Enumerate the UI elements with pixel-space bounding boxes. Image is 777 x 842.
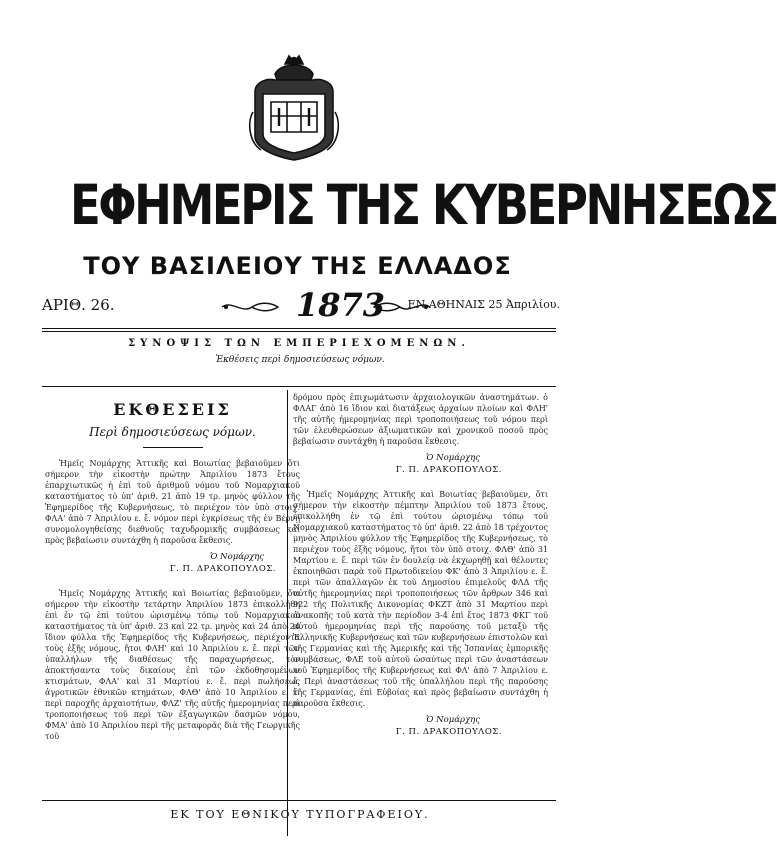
synopsis-item: Ἐκθέσεις περὶ δημοσιεύσεως νόμων. [215, 355, 385, 365]
issue-row [42, 286, 560, 324]
printer-imprint: ΕΚ ΤΟΥ ΕΘΝΙΚΟΥ ΤΥΠΟΓΡΑΦΕΙΟΥ. [170, 808, 430, 821]
report-paragraph: Ἡμεῖς Νομάρχης Ἀττικῆς καὶ Βοιωτίας βεβαιοῦμεν, ὅτι σήμερον τὴν εἰκοστὴν τετάρτην Ἀπριλίου 1873 ἐπικολλήθη ἐπὶ ἐν τῷ ἐπὶ τούτου ὡρισμένῳ τόπῳ τοῦ Νομαρχιακοῦ καταστήματος τὰ ὑπ' ἀριθ. 23 καὶ 22 τρ. μηνὸς καὶ 24 ἀπὸ 24 ἴδιον φύλλα τῆς Ἐφημερίδος τῆς Κυβερνήσεως, περιέχοντα τοὺς ἑξῆς νόμους, ἤτοι ΦΛΗ' καὶ 10 Ἀπριλίου ε. ἔ. περὶ τῶν ὑπαλλήλων τῆς διαθέσεως τῆς παραχωρήσεως, τὸν ἀποκτήσαντα τοὺς δικαίους ἐπὶ τῶν ἐκδοθησομένων κτισμάτων, ΦΛΑ' καὶ 31 Μαρτίου ε. ἔ. περὶ πωλήσεως ἀγροτικῶν ἐθνικῶν κτημάτων, ΦΛΘ' ἀπὸ 10 Ἀπριλίου ε. ἔ. περὶ παροχῆς ἀρχαιοτήτων, ΦΛΖ' τῆς αὐτῆς ἡμερομηνίας περὶ τροποποιήσεως τοῦ περὶ τῶν ἐξαγωγικῶν δασμῶν νόμου, ΦΜΑ' ἀπὸ 10 Ἀπριλίου περὶ τῆς μεταφορᾶς διὰ τῆς Γεωργικῆς τοῦ [45, 589, 300, 741]
left-column [45, 392, 300, 742]
signature-name: Γ. Π. ΔΡΑΚΟΠΟΥΛΟΣ. [169, 564, 276, 574]
masthead-rule-double [42, 331, 556, 332]
article-heading: ΕΚΘΕΣΕΙΣ [113, 400, 232, 419]
masthead-rule [42, 328, 556, 329]
signature-name: Γ. Π. ΔΡΑΚΟΠΟΥΛΟΣ. [395, 727, 502, 737]
royal-coat-of-arms-icon [245, 52, 343, 164]
issue-date: ΕΝ ΑΘΗΝΑΙΣ 25 Ἀπριλίου. [407, 298, 560, 311]
issue-number: ΑΡΙΘ. 26. [42, 296, 115, 314]
signature-label: Ὁ Νομάρχης [426, 715, 480, 725]
issue-year: 1873 [296, 286, 386, 324]
article-rule [143, 447, 203, 448]
report-paragraph: Ἡμεῖς Νομάρχης Ἀττικῆς καὶ Βοιωτίας βεβαιοῦμεν, ὅτι σήμερον τὴν εἰκοστὴν πέμπτην Ἀπριλίου τοῦ 1873 ἔτους, ἐπικολλήθη ἐν τῷ ἐπὶ τούτου ὡρισμένῳ τόπῳ τοῦ Νομαρχιακοῦ καταστήματος τὸ ὑπ' ἀριθ. 22 ἀπὸ 18 τρέχοντος μηνὸς Ἀπριλίου φύλλον τῆς Ἐφημερίδος τῆς Κυβερνήσεως, τὸ περιέχον τοὺς ἑξῆς νόμους, ἤτοι τὸν ὑπὸ στοιχ. ΦΛΘ' ἀπὸ 31 Μαρτίου ε. ἔ. περὶ τῶν ἐν δουλείᾳ νὰ ἐκχωρηθῇ καὶ θέλοντες ἐκποιηθῶσι παρὰ τοῦ Πρωτοδικείου ΦΚ' ἀπὸ 3 Ἀπριλίου ε. ἔ. περὶ τῶν ἀπαλλαγῶν ἐκ τοῦ Δημοσίου ἐπιμελοῦς ΦΛΔ τῆς αὐτῆς ἡμερομηνίας περὶ τροποποιήσεως τῶν ἄρθρων 346 καὶ 922 τῆς Πολιτικῆς Δικονομίας ΦΚΖΤ ἀπὸ 31 Μαρτίου περὶ ἀνακοπῆς τοῦ κατὰ τὴν περίοδον 3-4 ἐπὶ ἔτος 1873 ΦΚΓ τοῦ αὐτοῦ ἡμερομηνίας περὶ τῆς παρούσης τοῦ μεταξὺ τῆς Ἑλληνικῆς Κυβερνήσεως καὶ τῶν κυβερνήσεων ἐπιστολῶν καὶ τῆς Γερμανίας καὶ τῆς Ἀμερικῆς καὶ τῆς Ἰσπανίας ἐμπορικῆς συμβάσεως, ΦΛΕ τοῦ αὐτοῦ ὡσαύτως περὶ τῶν ἀναστάσεων τοῦ Ἐφημερίδος τῆς Κυβερνήσεως καὶ ΦΛ' ἀπὸ 7 Ἀπριλίου ε. ἔ. Περὶ ἀναστάσεως τοῦ τῆς ὑπαλλήλου περὶ τῆς παρούσης τῆς Γερμανίας, ἐπὶ Εὐβοίας καὶ πρὸς βεβαίωσιν συντάχθη ἡ παροῦσα ἔκθεσις. [293, 490, 548, 708]
gazette-subtitle: ΤΟΥ ΒΑΣΙΛΕΙΟΥ ΤΗΣ ΕΛΛΑΔΟΣ [83, 252, 512, 280]
synopsis-rule [42, 386, 556, 387]
right-column [293, 392, 548, 737]
signature-label: Ὁ Νομάρχης [210, 552, 264, 562]
signature-name: Γ. Π. ΔΡΑΚΟΠΟΥΛΟΣ. [395, 465, 502, 475]
report-paragraph: δρόμου πρὸς ἐπιχωμάτωσιν ἀρχαιολογικῶν ἀναστημάτων. ὁ ΦΛΑΓ ἀπὸ 16 ἴδιον καὶ διατάξεως ἀρχαίων πλοίων καὶ ΦΛΗ' τῆς αὐτῆς ἡμερομηνίας περὶ τροποποιήσεως τοῦ νόμου περὶ τῶν ἐλευθερώσεων ἀξιωματικῶν καὶ χρονικοῦ ποσοῦ πρὸς βεβαίωσιν συντάχθη ἡ παροῦσα ἔκθεσις. [293, 393, 548, 446]
ornament-left-icon [220, 300, 280, 314]
signature-label: Ὁ Νομάρχης [426, 453, 480, 463]
footer-rule [42, 800, 556, 801]
gazette-title: ΕΦΗΜΕΡΙΣ ΤΗΣ ΚΥΒΕΡΝΗΣΕΩΣ [69, 173, 777, 237]
report-paragraph: Ἡμεῖς Νομάρχης Ἀττικῆς καὶ Βοιωτίας βεβαιοῦμεν ὅτι σήμερον τὴν εἰκοστὴν πρώτην Ἀπριλίου 1873 ἔτους ἐπαρχιωτικῶς ἡ ἐπὶ τοῦ ἀριθμοῦ νόμου τοῦ Νομαρχιακοῦ καταστήματος τὸ ὑπ' ἀριθ. 21 ἀπὸ 19 τρ. μηνὸς φύλλον τῆς Ἐφημερίδος τῆς Κυβερνήσεως, τὸ περιέχον τὸν ὑπὸ στοιχ. ΦΛΑ' ἀπὸ 7 Ἀπριλίου ε. ἔ. νόμον περὶ ἐγκρίσεως τῆς ἐν Βέρνῃ συνομολογηθείσης διεθνοῦς ταχυδρομικῆς συμβάσεως καὶ πρὸς βεβαίωσιν συντάχθη ἡ παροῦσα ἔκθεσις. [45, 459, 300, 545]
article-subheading: Περὶ δημοσιεύσεως νόμων. [89, 425, 256, 439]
synopsis-heading: ΣΥΝΟΨΙΣ ΤΩΝ ΕΜΠΕΡΙΕΧΟΜΕΝΩΝ. [128, 338, 470, 349]
